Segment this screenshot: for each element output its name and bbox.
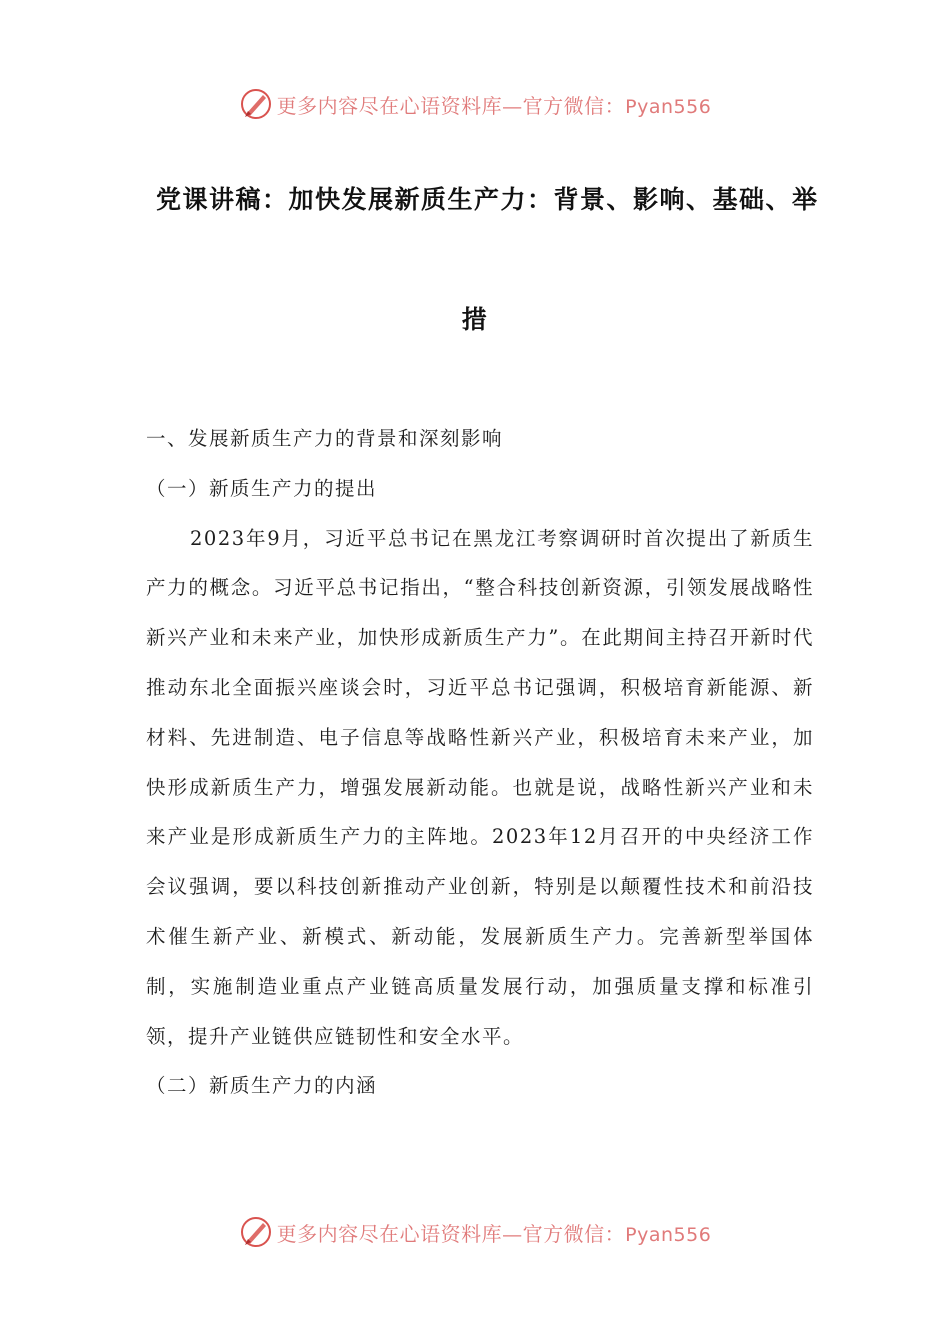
watermark-header (0, 84, 950, 124)
document-title-line-2: 措 (461, 305, 489, 334)
document-body (146, 414, 814, 1111)
subsection-heading-1: （一）新质生产力的提出 (146, 476, 378, 500)
watermark-text: 更多内容尽在心语资料库—官方微信：Pyan556 (276, 93, 712, 118)
document-title-line-1: 党课讲稿：加快发展新质生产力：背景、影响、基础、举 (156, 185, 819, 214)
body-paragraph: 2023年9月，习近平总书记在黑龙江考察调研时首次提出了新质生产力的概念。习近平总书记指出，“整合科技创新资源，引领发展战略性新兴产业和未来产业，加快形成新质生产力”。在此期间主持召开新时代推动东北全面振兴座谈会时，习近平总书记强调，积极培育新能源、新材料、先进制造、电子信息等战略性新兴产业，积极培育未来产业，加快形成新质生产力，增强发展新动能。也就是说，战略性新兴产业和未来产业是形成新质生产力的主阵地。2023年12月召开的中央经济工作会议强调，要以科技创新推动产业创新，特别是以颠覆性技术和前沿技术催生新产业、新模式、新动能，发展新质生产力。完善新型举国体制，实施制造业重点产业链高质量发展行动，加强质量支撑和标准引领，提升产业链供应链韧性和安全水平。 (146, 526, 814, 1048)
pen-logo-icon (239, 1215, 273, 1249)
subsection-heading-2: （二）新质生产力的内涵 (146, 1074, 378, 1098)
watermark-footer (0, 1212, 950, 1252)
watermark-text: 更多内容尽在心语资料库—官方微信：Pyan556 (276, 1221, 712, 1246)
pen-logo-icon (239, 87, 273, 121)
section-heading: 一、发展新质生产力的背景和深刻影响 (146, 427, 504, 450)
